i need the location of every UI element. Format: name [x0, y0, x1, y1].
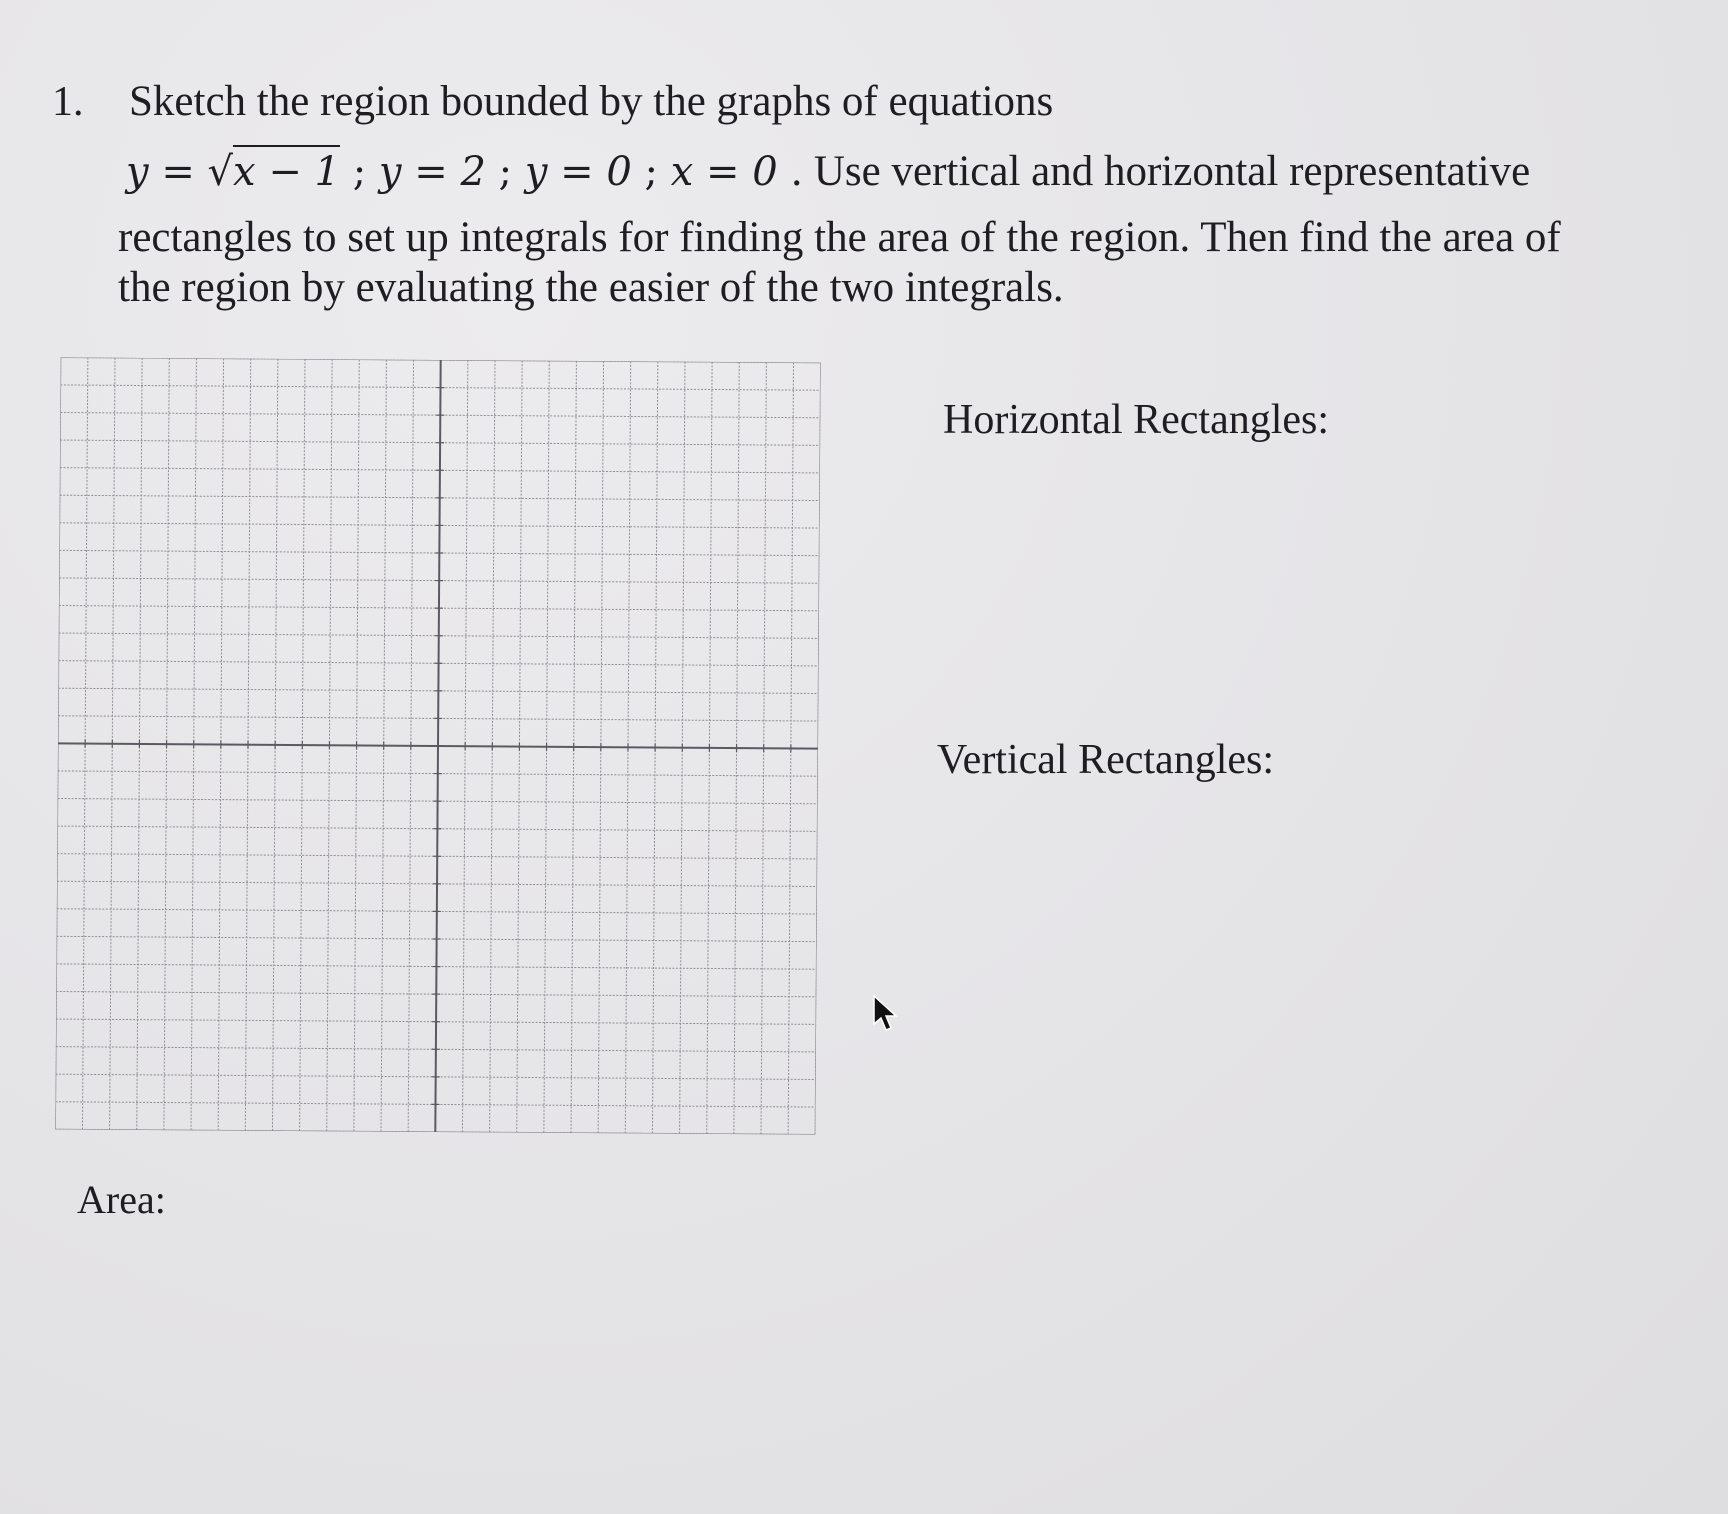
problem-line-1: Sketch the region bounded by the graphs of equations [129, 78, 1054, 125]
problem-line-4: the region by evaluating the easier of the two integrals. [118, 264, 1064, 311]
separator: ; [340, 149, 379, 195]
graph-paper[interactable] [55, 357, 820, 1134]
vertical-rectangles-label: Vertical Rectangles: [937, 737, 1275, 783]
problem-line-3: rectangles to set up integrals for finding the area of the region. Then find the area of [118, 214, 1561, 261]
problem-line-2 [126, 150, 1530, 193]
separator: ; [631, 149, 671, 195]
sqrt-sign: √ [207, 149, 234, 195]
separator: ; [485, 149, 525, 195]
eq1-radicand: x − 1 [233, 145, 340, 195]
graph-grid[interactable] [55, 357, 820, 1134]
period: . [777, 149, 804, 195]
eq2: y = 2 [378, 149, 486, 195]
equations [126, 145, 803, 195]
eq3: y = 0 [524, 149, 632, 195]
problem-number: 1. [52, 79, 84, 125]
problem-line-2-rest: Use vertical and horizontal representative [803, 148, 1531, 195]
horizontal-rectangles-label: Horizontal Rectangles: [943, 397, 1330, 443]
eq1-lhs: y = [126, 149, 208, 195]
eq4: x = 0 [670, 149, 778, 195]
mouse-cursor-icon [872, 994, 902, 1034]
area-label: Area: [77, 1177, 166, 1222]
